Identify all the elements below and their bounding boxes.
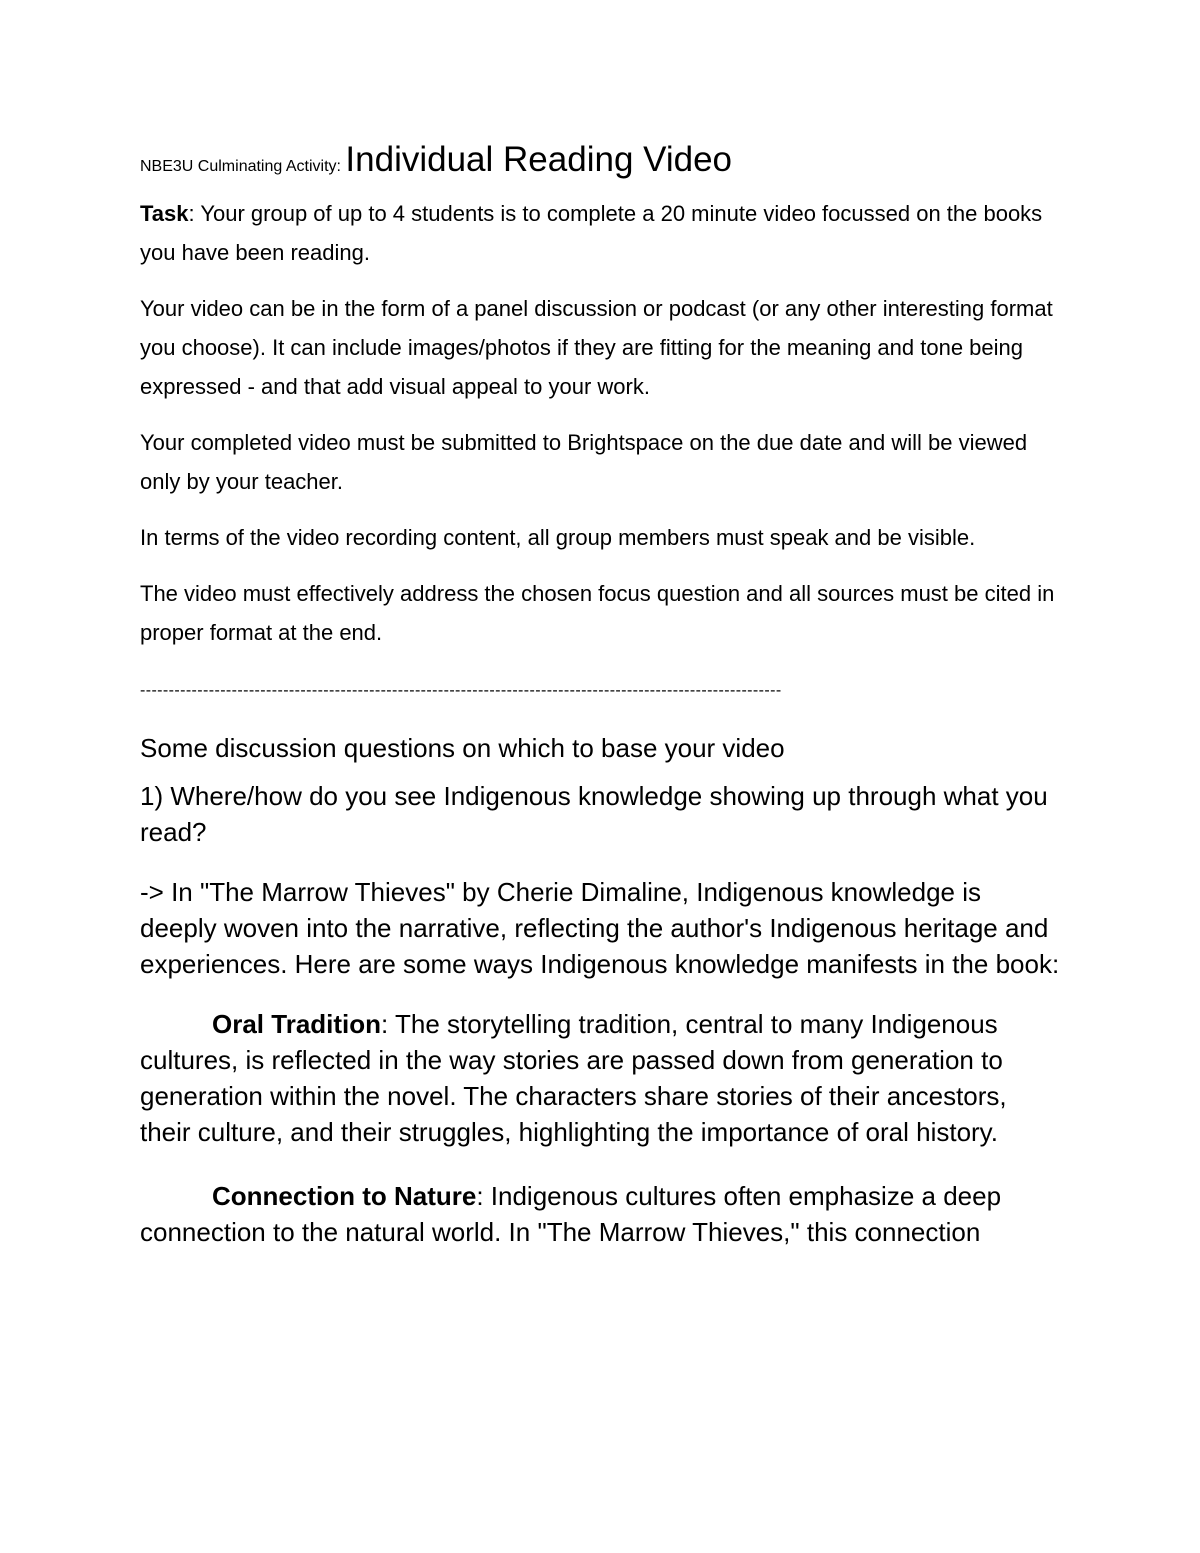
focus-paragraph: The video must effectively address the chosen focus question and all sources must be cited in proper format at the end. <box>140 581 1055 645</box>
point-oral-tradition <box>140 1006 1060 1150</box>
document-body <box>140 140 1060 1250</box>
point-label: Oral Tradition <box>212 1009 382 1039</box>
task-paragraph <box>140 194 1060 272</box>
point-text: : Indigenous cultures often emphasize a deep connection to the natural world. In "The Marrow Thieves," this connection <box>140 1181 1002 1247</box>
submission-paragraph: Your completed video must be submitted to Brightspace on the due date and will be viewed only by your teacher. <box>140 430 1028 494</box>
title-prefix: NBE3U Culminating Activity: <box>140 158 341 175</box>
task-label: Task <box>140 201 189 226</box>
point-label: Connection to Nature <box>212 1181 477 1211</box>
document-title <box>140 140 1060 180</box>
discussion-heading: Some discussion questions on which to base your video <box>140 733 785 763</box>
content-paragraph: In terms of the video recording content, all group members must speak and be visible. <box>140 525 976 550</box>
point-text: : The storytelling tradition, central to many Indigenous cultures, is reflected in the way stories are passed down from generation to generation within the novel. The characters share stories of their ancestors, their culture, and their struggles, highlighting the importance of oral history. <box>140 1009 1007 1147</box>
task-text: : Your group of up to 4 students is to complete a 20 minute video focussed on the books you have been reading. <box>140 201 1043 265</box>
discussion-question-1: 1) Where/how do you see Indigenous knowledge showing up through what you read? <box>140 781 1048 847</box>
answer-intro: -> In "The Marrow Thieves" by Cherie Dimaline, Indigenous knowledge is deeply woven into the narrative, reflecting the author's Indigenous heritage and experiences. Here are some ways Indigenous knowledge manifests in the book: <box>140 877 1060 979</box>
title-main: Individual Reading Video <box>345 140 733 179</box>
section-divider: ---------------------------------------------------------------------------------------------------------------- <box>140 682 782 699</box>
point-connection-to-nature <box>140 1178 1060 1250</box>
format-paragraph: Your video can be in the form of a panel discussion or podcast (or any other interesting format you choose). It can include images/photos if they are fitting for the meaning and tone being expressed - and that add visual appeal to your work. <box>140 296 1053 399</box>
